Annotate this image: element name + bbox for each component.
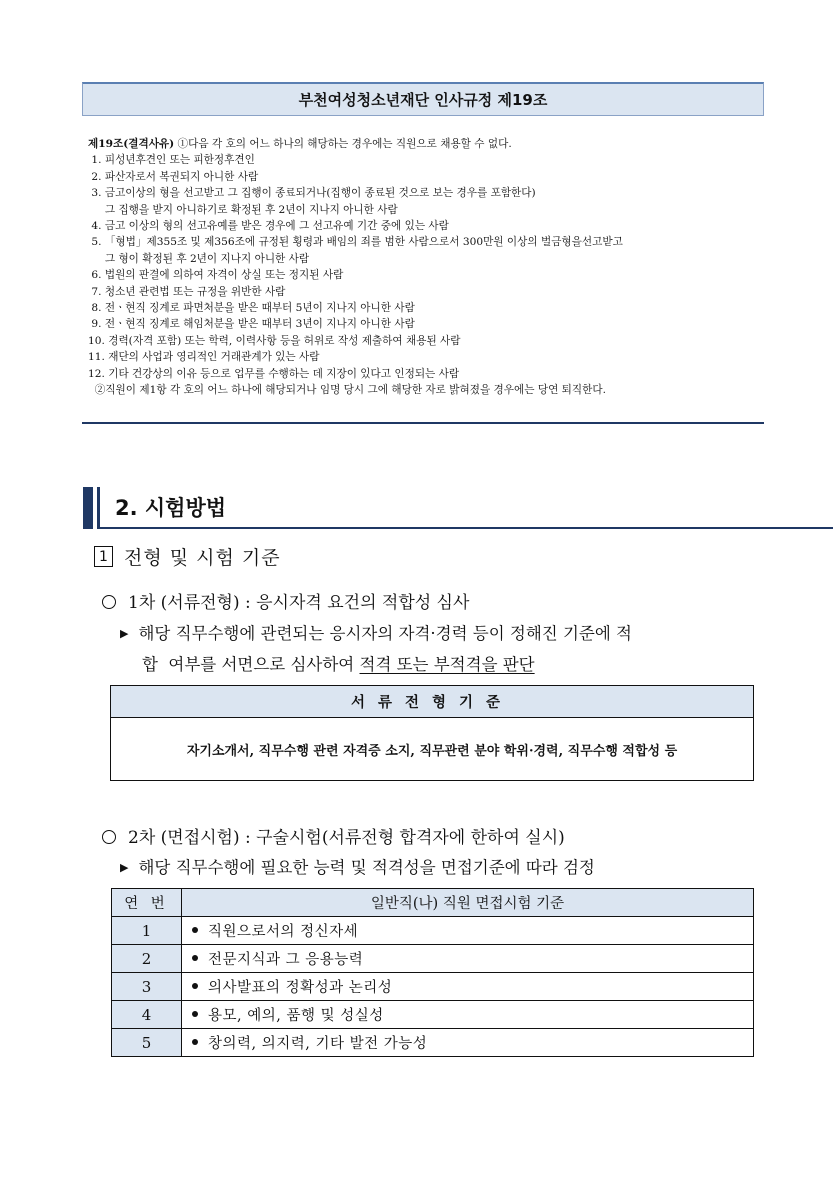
regulation-title: 부천여성청소년재단 인사규정 제19조	[82, 82, 764, 116]
table-row	[112, 973, 754, 1001]
row-number: 2	[112, 945, 182, 973]
row-item-text: 용모, 예의, 품행 및 성실성	[208, 1008, 384, 1024]
regulation-line: 8. 전ㆍ현직 징계로 파면처분을 받은 때부터 5년이 지나지 아니한 사람	[88, 302, 415, 315]
table-header-number: 연 번	[112, 889, 182, 917]
article-label: 제19조(결격사유)	[88, 138, 175, 150]
bullet-dot-icon	[192, 983, 198, 989]
criteria-header: 서류전형기준	[111, 686, 753, 718]
row-number: 3	[112, 973, 182, 1001]
table-row	[112, 917, 754, 945]
stage1-desc-plain: 합 여부를 서면으로 심사하여	[142, 655, 360, 674]
row-item-text: 의사발표의 정확성과 논리성	[208, 980, 393, 996]
regulation-line	[88, 136, 764, 152]
table-header-row	[112, 889, 754, 917]
regulation-line: 12. 기타 건강상의 이유 등으로 업무를 수행하는 데 지장이 있다고 인정되는 사람	[88, 367, 460, 380]
regulation-line: 10. 경력(자격 포함) 또는 학력, 이력사항 등을 허위로 작성 제출하여 채용된 사람	[88, 334, 461, 347]
row-number: 4	[112, 1001, 182, 1029]
stage1-heading-text: 1차 (서류전형) : 응시자격 요건의 적합성 심사	[128, 593, 470, 613]
regulation-line: 4. 금고 이상의 형의 선고유예를 받은 경우에 그 선고유예 기간 중에 있는 사람	[88, 220, 449, 233]
table-row	[112, 945, 754, 973]
triangle-bullet-icon: ▶	[120, 861, 129, 874]
stage1-heading	[102, 588, 469, 613]
criteria-box	[110, 685, 754, 781]
triangle-bullet-icon: ▶	[120, 627, 129, 640]
regulation-line: 3. 금고이상의 형을 선고받고 그 집행이 종료되거나(집행이 종료된 것으로 보는 경우를 포함한다)	[88, 187, 536, 200]
stage2-desc	[120, 854, 595, 878]
row-item	[182, 917, 754, 945]
circle-bullet-icon	[102, 830, 116, 844]
sub-title: 전형 및 시험 기준	[124, 547, 281, 569]
regulation-line: 11. 재단의 사업과 영리적인 거래관계가 있는 사람	[88, 351, 320, 364]
row-item	[182, 945, 754, 973]
regulation-line: 그 형이 확정된 후 2년이 지나지 아니한 사람	[88, 252, 310, 265]
section-bar-thin	[97, 487, 100, 529]
bullet-dot-icon	[192, 1039, 198, 1045]
table-row	[112, 1029, 754, 1057]
regulation-body	[82, 132, 764, 424]
stage1-desc-line1	[120, 620, 632, 644]
row-item-text: 창의력, 의지력, 기타 발전 가능성	[208, 1036, 428, 1052]
regulation-line: 1. 피성년후견인 또는 피한정후견인	[88, 154, 255, 167]
stage2-heading	[102, 823, 565, 848]
regulation-line: ②직원이 제1항 각 호의 어느 하나에 해당되거나 임명 당시 그에 해당한 자로 밝혀졌을 경우에는 당연 퇴직한다.	[88, 384, 606, 397]
table-header-criteria: 일반직(나) 직원 면접시험 기준	[182, 889, 754, 917]
row-number: 5	[112, 1029, 182, 1057]
row-number: 1	[112, 917, 182, 945]
interview-criteria-table	[111, 888, 754, 1057]
stage1-desc-line2	[142, 651, 535, 675]
regulation-line: 5. 「형법」제355조 및 제356조에 규정된 횡령과 배임의 죄를 범한 사람으로서 300만원 이상의 벌금형을선고받고	[88, 236, 623, 249]
section-bar	[83, 487, 93, 529]
stage1-desc-underline: 적격 또는 부적격을 판단	[359, 655, 535, 674]
regulation-line: 2. 파산자로서 복권되지 아니한 사람	[88, 170, 259, 183]
circle-bullet-icon	[102, 595, 116, 609]
bullet-dot-icon	[192, 955, 198, 961]
section-title: 2. 시험방법	[115, 496, 227, 520]
row-item	[182, 1001, 754, 1029]
row-item	[182, 1029, 754, 1057]
row-item-text: 전문지식과 그 응용능력	[208, 952, 364, 968]
bullet-dot-icon	[192, 927, 198, 933]
row-item	[182, 973, 754, 1001]
table-row	[112, 1001, 754, 1029]
stage2-desc-text: 해당 직무수행에 필요한 능력 및 적격성을 면접기준에 따라 검정	[138, 858, 595, 877]
article-intro: ①다음 각 호의 어느 하나의 해당하는 경우에는 직원으로 채용할 수 없다.	[174, 138, 512, 150]
row-item-text: 직원으로서의 정신자세	[208, 924, 359, 940]
stage2-heading-text: 2차 (면접시험) : 구술시험(서류전형 합격자에 한하여 실시)	[128, 828, 565, 848]
criteria-body: 자기소개서, 직무수행 관련 자격증 소지, 직무관련 분야 학위·경력, 직무수행 적합성 등	[186, 743, 678, 759]
section-underline	[100, 527, 833, 529]
stage1-desc-text: 해당 직무수행에 관련되는 응시자의 자격·경력 등이 정해진 기준에 적	[138, 624, 632, 643]
regulation-line: 6. 법원의 판결에 의하여 자격이 상실 또는 정지된 사람	[88, 269, 344, 282]
bullet-dot-icon	[192, 1011, 198, 1017]
regulation-line: 7. 청소년 관련법 또는 규정을 위반한 사람	[88, 285, 286, 298]
regulation-line: 그 집행을 받지 아니하기로 확정된 후 2년이 지나지 아니한 사람	[88, 203, 398, 216]
regulation-line: 9. 전ㆍ현직 징계로 해임처분을 받은 때부터 3년이 지나지 아니한 사람	[88, 318, 415, 331]
sub-number-box: 1	[94, 546, 113, 567]
